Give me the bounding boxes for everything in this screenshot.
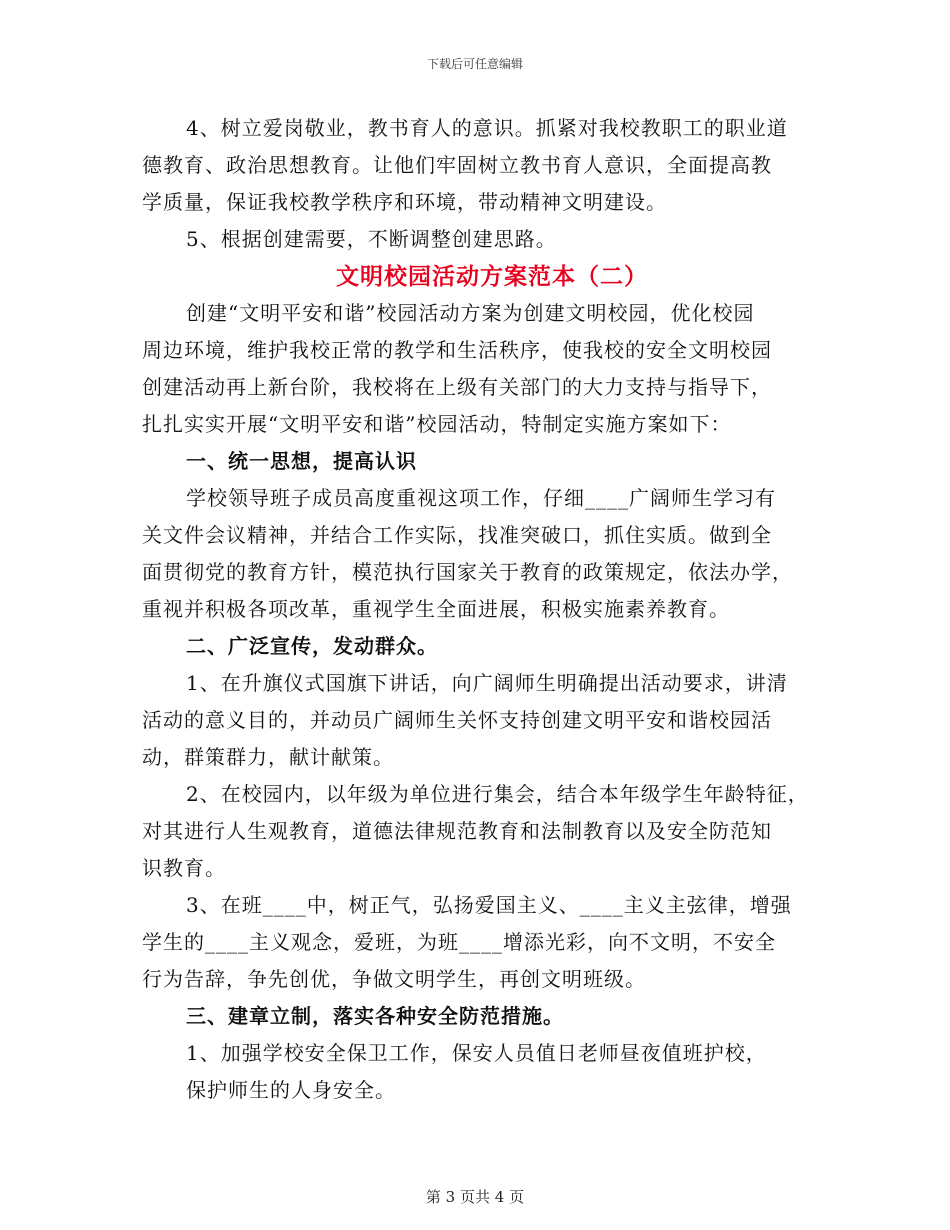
paragraph-line: 动，群策群力，献计献策。 [142,745,394,769]
paragraph-line: 关文件会议精神，并结合工作实际，找准突破口，抓住实质。做到全 [142,523,772,547]
paragraph-line: 创建活动再上新台阶，我校将在上级有关部门的大力支持与指导下， [142,375,772,399]
document-body [142,110,822,1109]
paragraph-line: 创建“文明平安和谐”校园活动方案为创建文明校园，优化校园 [186,301,755,325]
paragraph-line: 学生的____主义观念，爱班，为班____增添光彩，向不文明，不安全 [142,930,776,954]
paragraph-line: 识教育。 [142,856,226,880]
paragraph-line: 德教育、政治思想教育。让他们牢固树立教书育人意识，全面提高教 [142,153,772,177]
section-title: 文明校园活动方案范本（二） [336,263,648,290]
paragraph-line: 重视并积极各项改革，重视学生全面进展，积极实施素养教育。 [142,597,730,621]
paragraph-line: 周边环境，维护我校正常的教学和生活秩序，使我校的安全文明校园 [142,338,772,362]
paragraph-line: 2、在校园内，以年级为单位进行集会，结合本年级学生年龄特征， [186,782,809,806]
section-heading: 三、建章立制，落实各种安全防范措施。 [186,1004,564,1028]
paragraph-line: 4、树立爱岗敬业，教书育人的意识。抓紧对我校教职工的职业道 [186,116,788,140]
page-number-footer: 第 3 页共 4 页 [425,1188,525,1206]
paragraph-line: 3、在班____中，树正气，弘扬爱国主义、____主义主弦律，增强 [186,893,792,917]
paragraph-line: 行为告辞，争先创优，争做文明学生，再创文明班级。 [142,967,646,991]
paragraph-line: 1、在升旗仪式国旗下讲话，向广阔师生明确提出活动要求，讲清 [186,671,788,695]
paragraph-line: 学质量，保证我校教学秩序和环境，带动精神文明建设。 [142,190,667,214]
paragraph-line: 1、加强学校安全保卫工作，保安人员值日老师昼夜值班护校， [186,1041,767,1065]
paragraph-line: 对其进行人生观教育，道德法律规范教育和法制教育以及安全防范知 [142,819,772,843]
page-header-note: 下载后可任意编辑 [426,57,523,71]
paragraph-line: 5、根据创建需要，不断调整创建思路。 [186,227,557,251]
section-heading: 一、统一思想，提高认识 [186,449,417,473]
paragraph-line: 保护师生的人身安全。 [186,1078,396,1102]
paragraph-line: 面贯彻党的教育方针，模范执行国家关于教育的政策规定，依法办学， [142,560,793,584]
paragraph-line: 活动的意义目的，并动员广阔师生关怀支持创建文明平安和谐校园活 [142,708,772,732]
paragraph-line: 扎扎实实开展“文明平安和谐”校园活动，特制定实施方案如下： [142,412,732,436]
paragraph-line: 学校领导班子成员高度重视这项工作，仔细____广阔师生学习有 [186,486,776,510]
section-heading: 二、广泛宣传，发动群众。 [186,634,438,658]
